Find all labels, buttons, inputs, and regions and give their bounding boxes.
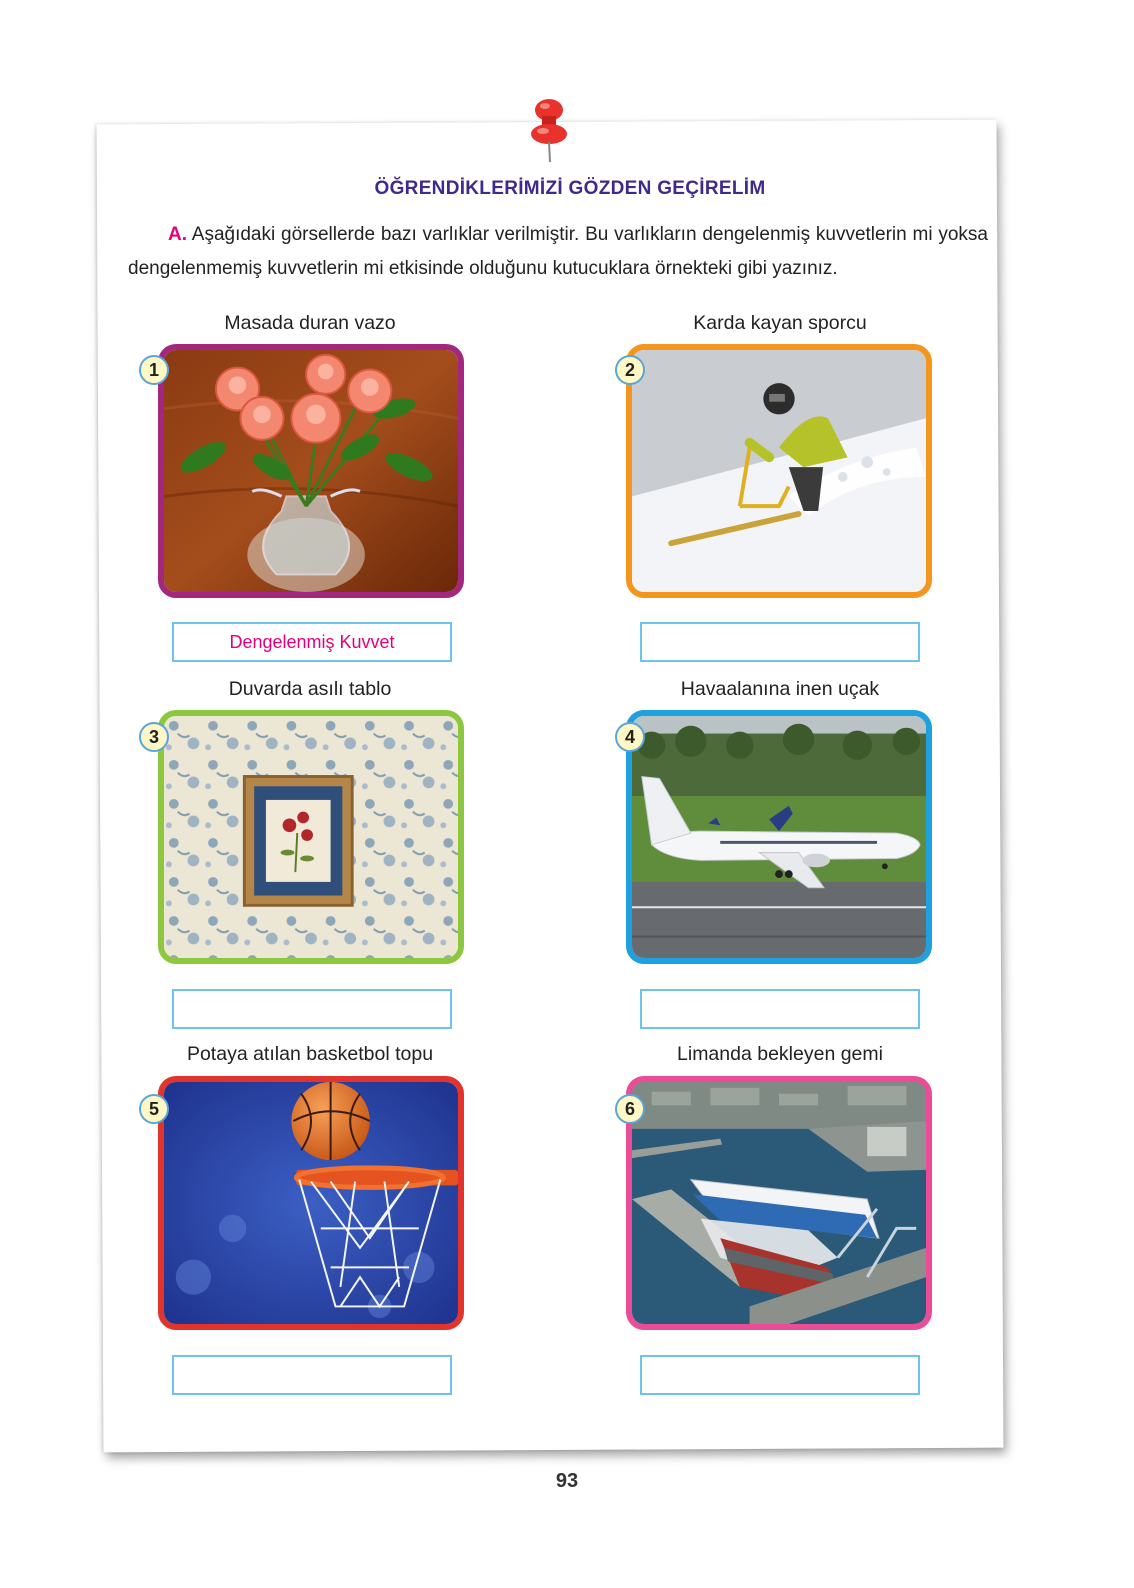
caption-item-3: Duvarda asılı tablo bbox=[228, 678, 392, 700]
caption-item-2: Karda kayan sporcu bbox=[693, 312, 867, 334]
caption-item-5: Potaya atılan basketbol topu bbox=[186, 1043, 434, 1065]
photo-skier bbox=[626, 344, 932, 598]
item-number-2: 2 bbox=[615, 355, 645, 385]
photo-landing-plane bbox=[626, 710, 932, 964]
photo-basketball bbox=[158, 1076, 464, 1330]
caption-item-1: Masada duran vazo bbox=[224, 312, 396, 334]
item-number-6: 6 bbox=[615, 1094, 645, 1124]
instruction-text: Aşağıdaki görsellerde bazı varlıklar verilmiştir. Bu varlıkların dengelenmiş kuvvetlerin mi yoksa dengelenmemiş kuvvetlerin mi etkisinde olduğunu kutucuklara örnekteki gibi yazınız. bbox=[128, 224, 988, 279]
instruction-paragraph bbox=[128, 218, 988, 286]
caption-item-4: Havaalanına inen uçak bbox=[680, 678, 880, 700]
page-number: 93 bbox=[555, 1470, 579, 1492]
item-number-1: 1 bbox=[139, 355, 169, 385]
answer-box-5[interactable] bbox=[172, 1355, 452, 1395]
item-number-3: 3 bbox=[139, 722, 169, 752]
photo-framed-picture bbox=[158, 710, 464, 964]
answer-box-6[interactable] bbox=[640, 1355, 920, 1395]
page-heading: ÖĞRENDİKLERİMİZİ GÖZDEN GEÇİRELİM bbox=[374, 178, 766, 199]
photo-vase bbox=[158, 344, 464, 598]
item-number-5: 5 bbox=[139, 1094, 169, 1124]
photo-ship-port bbox=[626, 1076, 932, 1330]
item-number-4: 4 bbox=[615, 722, 645, 752]
answer-box-2[interactable] bbox=[640, 622, 920, 662]
answer-box-4[interactable] bbox=[640, 989, 920, 1029]
answer-box-1[interactable]: Dengelenmiş Kuvvet bbox=[172, 622, 452, 662]
instruction-letter: A. bbox=[168, 224, 187, 245]
push-pin-icon bbox=[526, 96, 572, 166]
caption-item-6: Limanda bekleyen gemi bbox=[677, 1043, 883, 1065]
answer-box-3[interactable] bbox=[172, 989, 452, 1029]
